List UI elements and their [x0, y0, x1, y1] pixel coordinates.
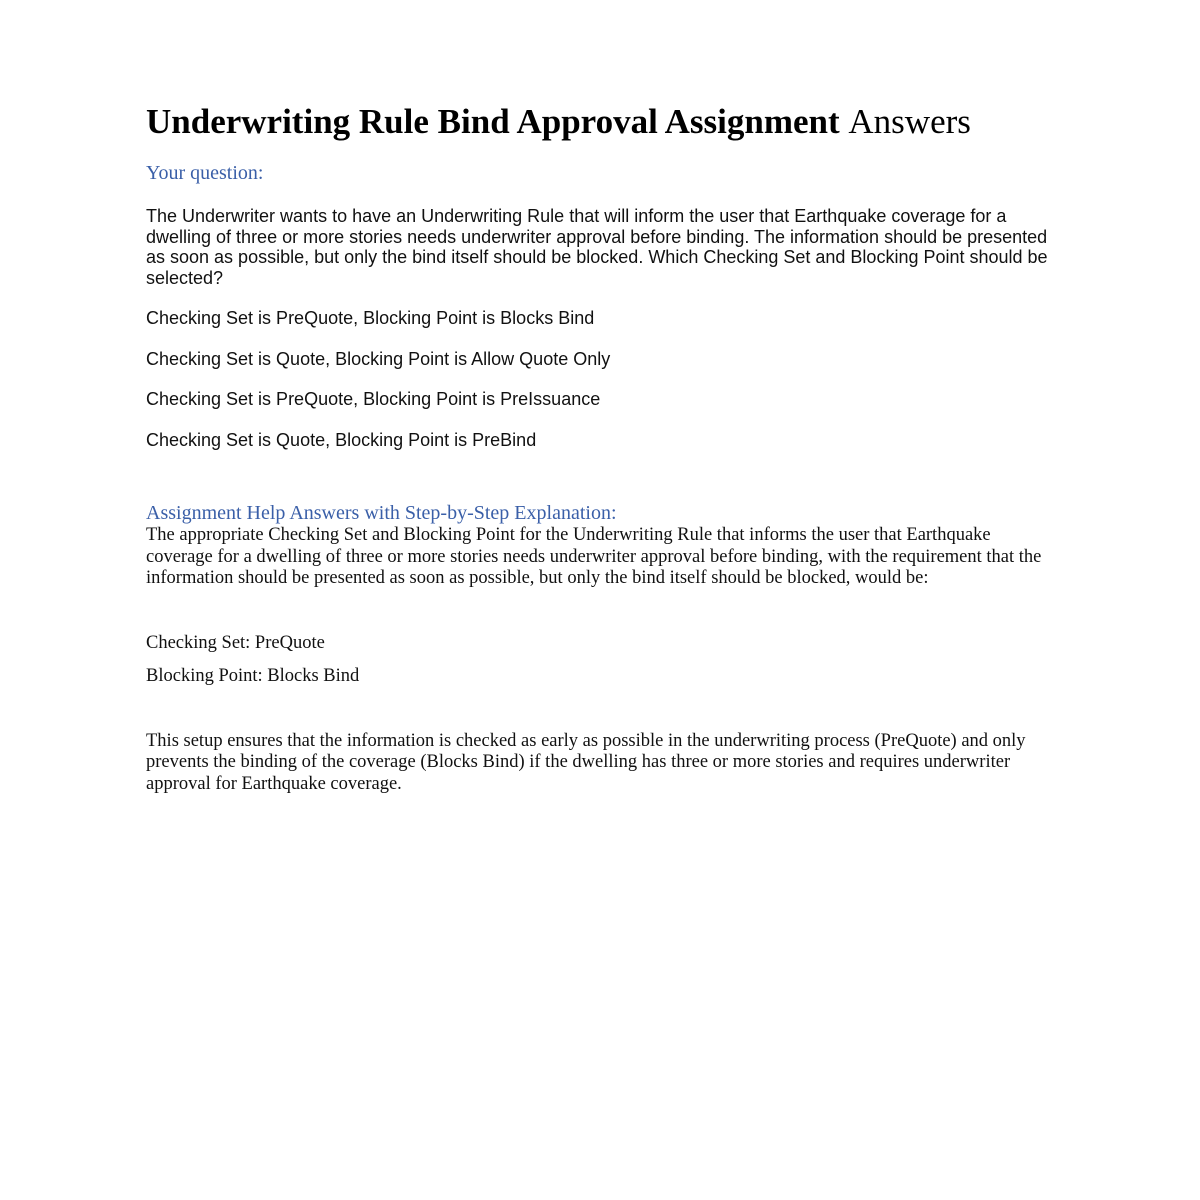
question-heading: Your question:	[146, 162, 264, 184]
answer-option-3: Checking Set is PreQuote, Blocking Point is PreIssuance	[146, 389, 601, 409]
answer-option-2: Checking Set is Quote, Blocking Point is Allow Quote Only	[146, 348, 611, 369]
answer-options-list	[146, 308, 1050, 450]
answer-heading: Assignment Help Answers with Step-by-Step Explanation:	[146, 502, 617, 524]
question-text: The Underwriter wants to have an Underwriting Rule that will inform the user that Earthquake coverage for a dwelling of three or more stories needs underwriter approval before binding. The information should be presented as soon as possible, but only the bind itself should be blocked. Which Checking Set and Blocking Point should be selected?	[146, 206, 1048, 288]
page-title	[146, 102, 1050, 141]
page-title-bold: Underwriting Rule Bind Approval Assignment	[146, 102, 840, 141]
answer-blocking-point: Blocking Point: Blocks Bind	[146, 666, 360, 686]
answer-checking-set: Checking Set: PreQuote	[146, 632, 325, 653]
page-title-regular: Answers	[848, 102, 971, 141]
answer-option-4: Checking Set is Quote, Blocking Point is PreBind	[146, 429, 537, 450]
answer-conclusion: This setup ensures that the information is checked as early as possible in the underwriting process (PreQuote) and only prevents the binding of the coverage (Blocks Bind) if the dwelling has three or more stories and requires underwriter approval for Earthquake coverage.	[146, 730, 1026, 794]
answer-intro: The appropriate Checking Set and Blocking Point for the Underwriting Rule that informs the user that Earthquake coverage for a dwelling of three or more stories needs underwriter approval before binding, with the requirement that the information should be presented as soon as possible, but only the bind itself should be blocked, would be:	[146, 525, 1042, 588]
answer-option-1: Checking Set is PreQuote, Blocking Point is Blocks Bind	[146, 308, 595, 328]
